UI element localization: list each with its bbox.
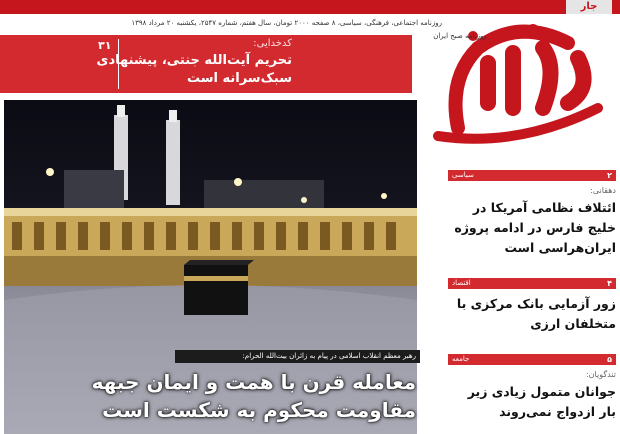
story-kicker: تندگویان: [585, 370, 616, 379]
section-bar-society [448, 354, 616, 365]
section-bar-economy [448, 278, 616, 289]
section-number: ۵ [607, 355, 612, 364]
section-number: ۲ [607, 171, 612, 180]
section-name: جامعه [452, 355, 470, 363]
sidebar-story-2[interactable]: زور آزمایی بانک مرکزی با متخلفان ارزی [456, 296, 616, 331]
top-tag: جار [566, 0, 612, 14]
top-story-band[interactable] [0, 35, 412, 93]
section-number: ۴ [607, 279, 612, 288]
top-story-headline: تحریم آیت‌الله جنتی، پیشنهادی سبک‌سرانه است [96, 53, 292, 86]
section-name: سیاسی [452, 171, 474, 179]
section-bar-politics [448, 170, 616, 181]
top-story-kicker: کدخدایی: [253, 38, 292, 49]
masthead-logo [418, 8, 616, 158]
sidebar-story-1[interactable]: ائتلاف نظامی آمریکا در خلیج فارس در ادامه پروژه ایران‌هراسی است [454, 200, 616, 255]
lead-caption: رهبر معظم انقلاب اسلامی در پیام به زائران بیت‌الله الحرام: [175, 350, 420, 363]
section-name: اقتصاد [452, 279, 471, 287]
tagline: روزنامه صبح ایران [433, 32, 487, 40]
lead-headline[interactable]: معامله قرن با همت و ایمان جبهه مقاومت محکوم به شکست است [91, 370, 416, 422]
top-story-page-number: ۳۱ [98, 39, 112, 52]
story-kicker: دهقانی: [590, 186, 616, 195]
sidebar-story-3[interactable]: جوانان متمول زیادی زیر بار ازدواج نمی‌روند [467, 384, 616, 419]
issue-info: روزنامه اجتماعی، فرهنگی، سیاسی، ۸ صفحه ۲۰۰۰ تومان، سال هفتم، شماره ۲۵۴۷، یکشنبه ۲۰ مرداد ۱۳۹۸ [131, 19, 442, 27]
